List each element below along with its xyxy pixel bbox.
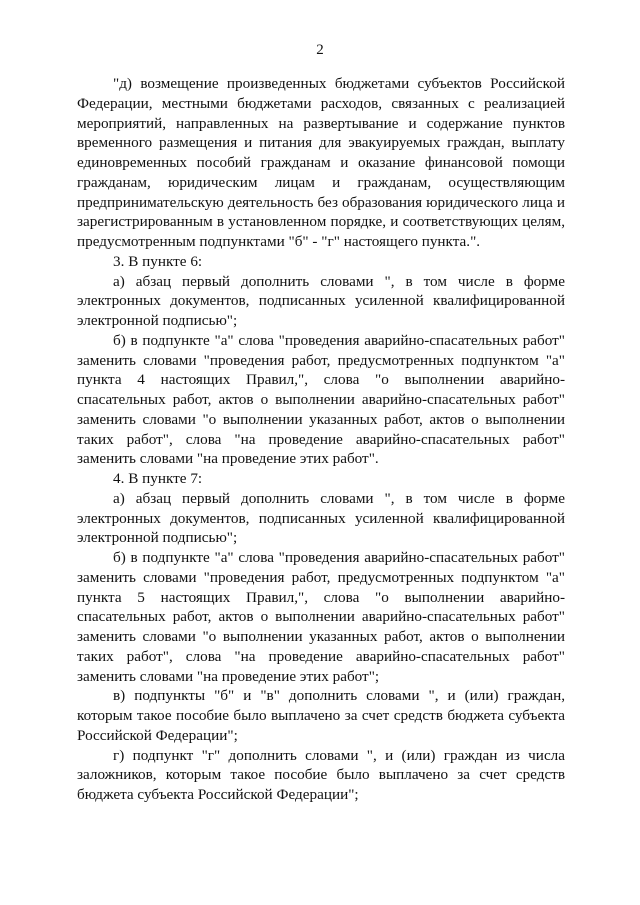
paragraph-item-4-v: в) подпункты "б" и "в" дополнить словами ", и (или) граждан, которым такое пособие было выплачено за счет средств бюджета субъекта Российской Федерации"; xyxy=(77,687,565,744)
paragraph-item-3-heading: 3. В пункте 6: xyxy=(113,252,203,270)
paragraph-item-4-b: б) в подпункте "а" слова "проведения аварийно-спасательных работ" заменить словами "проведения работ, предусмотренных подпунктом "а" пункта 5 настоящих Правил,", слова "о выполнении аварийно-спасательных работ, актов о выполнении аварийно-спасательных работ" заменить словами "о выполнении указанных работ, актов о выполнении таких работ", слова "на проведение аварийно-спасательных работ" заменить словами "на проведение этих работ"; xyxy=(77,549,565,685)
document-body xyxy=(77,74,565,805)
paragraph-item-4-heading: 4. В пункте 7: xyxy=(113,470,203,487)
paragraph-item-4-g: г) подпункт "г" дополнить словами ", и (или) граждан из числа заложников, которым такое пособие было выплачено за счет средств бюджета субъекта Российской Федерации"; xyxy=(77,746,565,803)
paragraph-item-4-a: а) абзац первый дополнить словами ", в том числе в форме электронных документов, подписанных усиленной квалифицированной электронной подписью"; xyxy=(77,489,565,547)
page-number: 2 xyxy=(316,42,324,58)
paragraph-item-3-b: б) в подпункте "а" слова "проведения аварийно-спасательных работ" заменить словами "проведения работ, предусмотренных подпунктом "а" пункта 4 настоящих Правил,", слова "о выполнении аварийно-спасательных работ, актов о выполнении аварийно-спасательных работ" заменить словами "о выполнении указанных работ, актов о выполнении таких работ", слова "на проведение аварийно-спасательных работ" заменить словами "на проведение этих работ". xyxy=(77,331,565,468)
paragraph-amendment-d: "д) возмещение произведенных бюджетами субъектов Российской Федерации, местными бюджетами расходов, связанных с реализацией мероприятий, направленных на развертывание и содержание пунктов временного размещения и питания для эвакуируемых граждан, выплату единовременных пособий гражданам и оказание финансовой помощи гражданам, юридическим лицам и гражданам, осуществляющим предпринимательскую деятельность без образования юридического лица и зарегистрированным в установленном порядке, и соответствующих целям, предусмотренным подпунктами "б" - "г" настоящего пункта.". xyxy=(77,75,565,250)
paragraph-item-3-a: а) абзац первый дополнить словами ", в том числе в форме электронных документов, подписанных усиленной квалифицированной электронной подписью"; xyxy=(77,272,565,329)
